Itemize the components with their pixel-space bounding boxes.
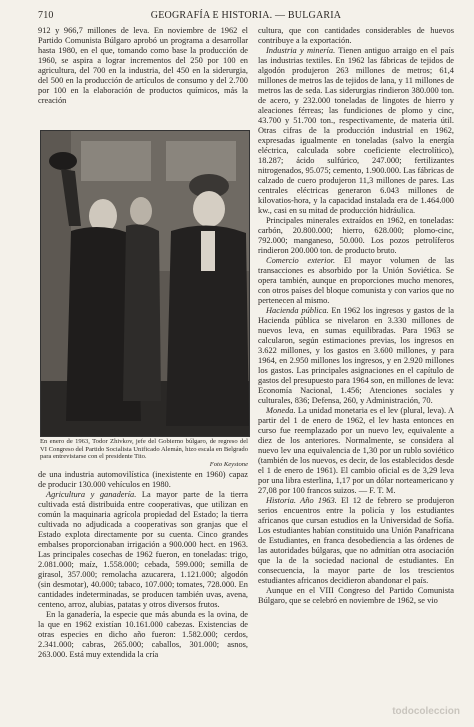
paragraph xyxy=(38,490,248,610)
running-title: GEOGRAFÍA E HISTORIA. — BULGARIA xyxy=(150,10,342,21)
paragraph-lead: Historia. Año 1963. xyxy=(266,496,337,505)
paragraph xyxy=(258,406,454,496)
paragraph-text: Aunque en el VIII Congreso del Partido Comunista Búlgaro, que se celebró en noviembre de 1962, se vio xyxy=(258,586,454,605)
paragraph-text: En 1962 los ingresos y gastos de la Hacienda pública se nivelaron en 3.330 millones de nuevos leva, en sumas equilibradas. Para 1963 se calcularon, según estimaciones previas, los ingresos en 3.622 millones, y los gastos en 3.600 millones, y para 1964, en 2.950 millones los ingresos, y en 2.920 millones los gastos. Las principales asignaciones en el capítulo de gastos del presupuesto para 1964 son, en millones de leva: Economía Nacional, 1.456; Atenciones sociales y culturales, 836; Defensa, 260, y Administración, 70. xyxy=(258,306,454,405)
caption-text: En enero de 1963, Todor Zhivkov, jefe del Gobierno búlgaro, de regreso del VI Congreso del Partido Socialista Unificado Alemán, hizo escala en Belgrado para entrevistarse con el presidente Tito. xyxy=(40,438,248,461)
paragraph-text: La mayor parte de la tierra cultivada está distribuida entre cooperativas, que utilizan en común la maquinaria agrícola propiedad del Estado; la tierra cultivada no adjudicada a cooperativas son granjas que el Estado explota directamente por su cuenta. Cinco grandes embalses proporcionaban irrigación a 900.000 hect. en 1963. Las principales cosechas de 1962 fueron, en toneladas: trigo, 2.081.000; maíz, 1.558.000; cebada, 599.000; semilla de girasol, 357.000; remolacha azucarera, 1.121.000; algodón (sin desmotar), 40.000; tabaco, 107.000; tomates, 728.000. En cantidades indeterminadas, se producen también uvas, avena, centeno, arroz, alubias, patatas y otros diversos frutos. xyxy=(38,490,248,609)
photo-illustration xyxy=(41,131,249,436)
page-number: 710 xyxy=(38,10,54,21)
paragraph-lead: Industria y minería. xyxy=(266,46,336,55)
photo-caption xyxy=(40,438,248,468)
paragraph-text: Principales minerales extraídos en 1962, en toneladas: carbón, 20.800.000; hierro, 628.000; plomo-cinc, 792.000; manganeso, 50.000. Los pozos petrolíferos rindieron 200.000 ton. de producto bruto. xyxy=(258,216,454,255)
left-column-bottom xyxy=(38,470,248,706)
paragraph xyxy=(38,470,248,490)
photo-zhivkov-tito xyxy=(40,130,250,437)
paragraph-text: El mayor volumen de las transacciones es absorbido por la Unión Soviética. Se opera también, aunque en proporciones mucho menores, con otros países del bloque comunista y con varios que no pertenecen al mismo. xyxy=(258,256,454,305)
left-column-top xyxy=(38,26,248,126)
paragraph-lead: Moneda. xyxy=(266,406,296,415)
paragraph-text: En la ganadería, la especie que más abunda es la ovina, de la que en 1962 existían 10.161.000 cabezas. Existencias de otras especies en dicho año fueron: 1.582.000; cerdos, 2.341.000; cabras, 265.000; caballos, 301.000; asnos, 263.000. Está muy extendida la cría xyxy=(38,610,248,659)
paragraph xyxy=(258,306,454,406)
paragraph xyxy=(258,586,454,606)
right-column xyxy=(258,26,454,706)
paragraph xyxy=(258,26,454,46)
paragraph-text: de una industria automovilística (inexistente en 1960) capaz de producir 130.000 vehículos en 1980. xyxy=(38,470,248,489)
photo-credit: Foto Keystone xyxy=(209,460,248,468)
paragraph xyxy=(258,46,454,216)
paragraph-text: La unidad monetaria es el lev (plural, leva). A partir del 1 de enero de 1962, el lev hasta entonces en curso fue reemplazado por un nuevo lev, equivalente a diez de los anteriores. Normalmente, se considera al nuevo lev una equivalencia de 1,30 por un rublo soviético (también de los nuevos, es decir, de los establecidos desde el 1 de enero de 1961). El cambio oficial es de 3,29 leva por una libra esterlina, 1,17 por un dólar norteamericano y 27,08 por 100 francos suizos. — F. T. M. xyxy=(258,406,454,495)
paragraph xyxy=(258,216,454,256)
paragraph-lead: Comercio exterior. xyxy=(266,256,336,265)
paragraph xyxy=(258,496,454,586)
paragraph-lead: Hacienda pública. xyxy=(266,306,329,315)
paragraph-text: cultura, que con cantidades considerables de huevos contribuye a la exportación. xyxy=(258,26,454,45)
paragraph-lead: Agricultura y ganadería. xyxy=(46,490,137,499)
paragraph: 912 y 966,7 millones de leva. En noviembre de 1962 el Partido Comunista Búlgaro aprobó un programa a desarrollar hasta 1980, en el que, tomando como base la producción de 1960, se aspira a lograr incrementos del 250 por 100 en agricultura, del 700 en la industria, del 450 en la siderurgia, del 500 en la producción de artículos de consumo y del 2.700 por 100 en la elaboración de productos químicos, más la creación xyxy=(38,26,248,105)
paragraph xyxy=(258,256,454,306)
paragraph-text: El 12 de febrero se produjeron serios encuentros entre la policía y los estudiantes africanos que cursan estudios en la Universidad de Sofía. Los estudiantes habían constituido una Unión Panafricana de Estudiantes, en franca desobediencia a las órdenes de las autoridades búlgaras, que no admitían otra asociación que la de la sociedad nacional de estudiantes. En consecuencia, la mayor parte de los trescientos estudiantes africanos decidieron abandonar el país. xyxy=(258,496,454,585)
paragraph-text: Tienen antiguo arraigo en el país las industrias textiles. En 1962 las fábricas de tejidos de algodón produjeron 263 millones de metros; 61,4 millones de metros las de tejidos de lana, y 11 millones de metros las de seda. Las siderurgias rindieron 380.000 ton. de acero, y 232.000 toneladas de lingotes de hierro y aleaciones férreas; las fundiciones de plomo y cinc, 43.700 y 51.700 ton., respectivamente, de materia útil. Otras cifras de la producción industrial en 1962, expresadas igualmente en toneladas (salvo la energía eléctrica, calculada sobre coeficiente electrolítico), 18.287; ácido sulfúrico, 247.000; fertilizantes nitrogenados, 95.075; cemento, 1.900.000. Las fábricas de calzado de cuero produjeron 11,3 millones de pares. Las centrales eléctricas generaron 6.043 millones de kilovatios-hora, y la capacidad instalada era de 1.464.000 kw., casi en su mitad de producción hidráulica. xyxy=(258,46,454,215)
paragraph xyxy=(38,610,248,660)
page-header xyxy=(38,10,454,24)
watermark: todocoleccion xyxy=(392,706,460,717)
